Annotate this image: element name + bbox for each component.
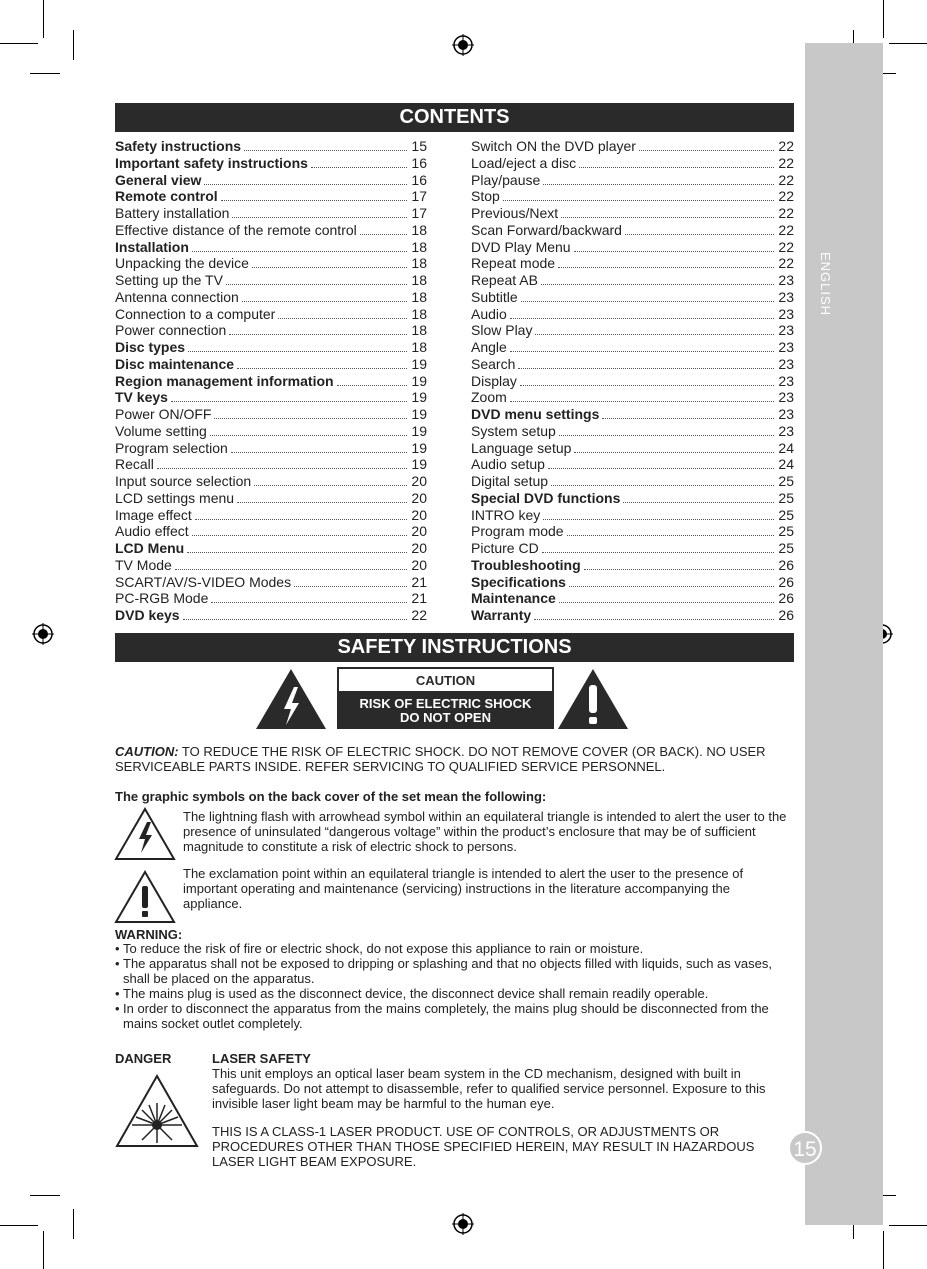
toc-entry-page: 25 <box>778 506 794 523</box>
toc-entry-label: Maintenance <box>471 590 556 607</box>
toc-leader <box>244 139 407 151</box>
toc-entry-label: Switch ON the DVD player <box>471 138 636 154</box>
caution-prefix: CAUTION: <box>115 744 179 759</box>
toc-entry-label: Display <box>471 372 517 389</box>
toc-entry <box>471 456 794 473</box>
toc-entry-page: 20 <box>411 506 427 523</box>
toc-entry-label: Volume setting <box>115 422 207 439</box>
toc-entry-page: 22 <box>778 221 794 238</box>
toc-leader <box>584 558 774 570</box>
toc-leader <box>188 340 407 352</box>
toc-leader <box>559 591 774 603</box>
toc-entry <box>115 423 427 440</box>
toc-entry-label: Digital setup <box>471 473 549 489</box>
toc-entry-page: 18 <box>411 272 427 288</box>
toc-leader <box>541 273 774 285</box>
toc-entry-page: 19 <box>411 439 427 456</box>
toc-entry <box>115 490 427 507</box>
toc-entry-page: 25 <box>778 540 794 556</box>
toc-entry-label: LCD Menu <box>115 540 185 556</box>
toc-entry-page: 19 <box>411 389 427 406</box>
caution-label: CAUTION <box>339 669 552 691</box>
toc-leader <box>171 390 407 402</box>
toc-entry-page: 22 <box>778 205 794 221</box>
toc-entry <box>115 456 427 473</box>
toc-leader <box>195 508 407 520</box>
toc-leader <box>503 189 774 201</box>
toc-entry <box>471 389 794 406</box>
toc-entry <box>115 540 427 557</box>
toc-entry-label: Safety instructions <box>115 138 242 154</box>
toc-entry-label: Input source selection <box>115 473 252 489</box>
warning-heading: WARNING: <box>115 927 183 942</box>
caution-text: TO REDUCE THE RISK OF ELECTRIC SHOCK. DO NOT REMOVE COVER (OR BACK). NO USER SERVICEABLE PARTS INSIDE. REFER SERVICING TO QUALIFIED SERVICE PERSONNEL. <box>115 744 766 774</box>
toc-entry-label: System setup <box>471 422 556 439</box>
toc-entry-page: 19 <box>411 406 427 422</box>
crop-mark <box>43 0 44 38</box>
crop-mark <box>73 30 74 60</box>
toc-entry-label: SCART/AV/S-VIDEO Modes <box>115 573 292 590</box>
toc-entry-label: Effective distance of the remote control <box>115 221 357 238</box>
lightning-text: The lightning flash with arrowhead symbol within an equilateral triangle is intended to alert the user to the presence of uninsulated “dangerous voltage” within the product’s enclosure that may be of sufficient magnitude to constitute a risk of electric shock to persons. <box>183 809 787 854</box>
laser-text: This unit employs an optical laser beam system in the CD mechanism, designed with built in safeguards. Do not attempt to disassemble, refer to qualified service personnel. Exposure to this invisible laser light beam may be harmful to the human eye. <box>212 1066 766 1111</box>
toc-entry-label: Disc types <box>115 339 186 355</box>
toc-entry-label: Previous/Next <box>471 205 559 221</box>
toc-entry <box>115 222 427 239</box>
danger-label: DANGER <box>115 1051 172 1066</box>
toc-leader <box>157 457 407 469</box>
toc-leader <box>543 508 774 520</box>
toc-leader <box>510 390 774 402</box>
toc-leader <box>625 223 774 235</box>
toc-leader <box>183 608 407 620</box>
toc-right-column <box>471 138 794 624</box>
side-tab <box>805 43 883 1225</box>
toc-entry <box>115 205 427 222</box>
toc-entry-page: 21 <box>411 573 427 590</box>
toc-entry <box>471 540 794 557</box>
toc-entry-page: 24 <box>778 456 794 473</box>
laser-heading: LASER SAFETY <box>212 1051 311 1066</box>
toc-entry-page: 23 <box>778 305 794 322</box>
toc-leader <box>311 156 407 168</box>
toc-entry <box>471 188 794 205</box>
toc-entry-label: DVD Play Menu <box>471 238 571 255</box>
toc-entry <box>115 322 427 339</box>
contents-title: CONTENTS <box>115 103 794 132</box>
toc-entry-label: Remote control <box>115 188 218 205</box>
caution-line: DO NOT OPEN <box>399 710 491 725</box>
toc-entry-label: Search <box>471 355 516 372</box>
toc-leader <box>187 541 407 553</box>
toc-entry-page: 21 <box>411 590 427 607</box>
toc-entry <box>471 607 794 624</box>
toc-entry-label: Program selection <box>115 439 228 456</box>
toc-entry-page: 20 <box>411 523 427 540</box>
toc-entry-label: DVD menu settings <box>471 406 600 422</box>
caution-paragraph <box>115 744 785 774</box>
toc-entry <box>471 239 794 256</box>
toc-entry-page: 23 <box>778 389 794 406</box>
toc-entry <box>115 272 427 289</box>
toc-entry-page: 25 <box>778 523 794 540</box>
crop-mark <box>0 43 38 44</box>
toc-leader <box>559 424 774 436</box>
laser-hazard-icon <box>114 1073 200 1149</box>
toc-leader <box>561 206 774 218</box>
toc-leader <box>226 273 407 285</box>
toc-entry <box>471 155 794 172</box>
caution-label-box <box>337 667 554 729</box>
crop-mark <box>73 1209 74 1239</box>
toc-entry <box>471 406 794 423</box>
toc-leader <box>551 474 774 486</box>
toc-entry-page: 18 <box>411 255 427 272</box>
toc-leader <box>231 441 407 453</box>
toc-entry-page: 26 <box>778 573 794 590</box>
toc-entry <box>115 406 427 423</box>
toc-entry-label: Special DVD functions <box>471 489 621 506</box>
toc-entry-page: 23 <box>778 288 794 305</box>
toc-entry <box>471 574 794 591</box>
toc-leader <box>254 474 407 486</box>
warning-list-wrapper <box>115 941 790 1031</box>
toc-entry-page: 22 <box>778 171 794 188</box>
toc-leader <box>278 307 407 319</box>
warning-item: • To reduce the risk of fire or electric shock, do not expose this appliance to rain or moisture. <box>115 941 790 956</box>
toc-leader <box>558 256 774 268</box>
toc-entry <box>115 473 427 490</box>
toc-entry-page: 23 <box>778 322 794 339</box>
toc-leader <box>579 156 774 168</box>
toc-entry <box>115 574 427 591</box>
toc-entry-page: 19 <box>411 456 427 473</box>
toc-leader <box>252 256 407 268</box>
crop-mark <box>889 1225 927 1226</box>
toc-leader <box>518 357 774 369</box>
toc-leader <box>548 457 774 469</box>
toc-entry-label: PC-RGB Mode <box>115 590 209 607</box>
toc-entry-page: 26 <box>778 607 794 623</box>
toc-entry-label: Play/pause <box>471 171 541 188</box>
toc-entry-label: TV keys <box>115 389 168 406</box>
toc-entry-page: 23 <box>778 406 794 422</box>
toc-leader <box>623 491 774 503</box>
toc-entry-page: 18 <box>411 339 427 355</box>
toc-entry-page: 18 <box>411 305 427 322</box>
toc-entry-label: Troubleshooting <box>471 556 581 573</box>
toc-entry-page: 25 <box>778 489 794 506</box>
toc-entry-page: 22 <box>778 188 794 205</box>
toc-entry-label: Installation <box>115 238 189 255</box>
toc-entry <box>471 423 794 440</box>
toc-entry-page: 22 <box>778 154 794 171</box>
exclamation-text: The exclamation point within an equilateral triangle is intended to alert the user to the presence of important operating and maintenance (servicing) instructions in the literature accompanying the appliance. <box>183 866 744 911</box>
toc-leader <box>192 524 407 536</box>
toc-leader <box>192 240 407 252</box>
toc-entry-label: Stop <box>471 188 500 205</box>
toc-entry <box>471 205 794 222</box>
toc-entry-page: 18 <box>411 238 427 255</box>
crop-mark <box>30 1195 60 1196</box>
toc-entry-page: 16 <box>411 171 427 188</box>
toc-leader <box>510 340 774 352</box>
toc-entry-page: 25 <box>778 473 794 489</box>
toc-leader <box>211 591 407 603</box>
toc-entry-label: Scan Forward/backward <box>471 221 622 238</box>
toc-entry <box>471 289 794 306</box>
toc-entry <box>115 389 427 406</box>
toc-entry-label: Antenna connection <box>115 288 239 305</box>
toc-entry <box>471 440 794 457</box>
toc-entry-label: LCD settings menu <box>115 489 235 506</box>
toc-entry <box>471 138 794 155</box>
toc-entry <box>115 306 427 323</box>
toc-entry <box>471 272 794 289</box>
toc-entry <box>115 440 427 457</box>
toc-entry-label: Audio setup <box>471 456 545 473</box>
toc-entry <box>471 339 794 356</box>
toc-entry <box>471 507 794 524</box>
toc-entry-page: 23 <box>778 339 794 355</box>
toc-entry <box>471 523 794 540</box>
toc-entry-page: 19 <box>411 422 427 439</box>
toc-entry <box>115 339 427 356</box>
crop-mark <box>883 1231 884 1269</box>
toc-entry-label: Picture CD <box>471 540 539 556</box>
exclamation-triangle-icon <box>114 870 176 924</box>
toc-entry <box>115 255 427 272</box>
toc-entry-page: 23 <box>778 272 794 288</box>
toc-leader <box>221 189 407 201</box>
toc-entry-page: 22 <box>778 138 794 154</box>
toc-entry-label: Zoom <box>471 389 507 406</box>
toc-entry-label: Audio effect <box>115 523 189 540</box>
toc-entry-page: 19 <box>411 355 427 372</box>
toc-entry <box>115 373 427 390</box>
toc-entry <box>471 222 794 239</box>
toc-entry-page: 17 <box>411 188 427 205</box>
toc-entry-page: 20 <box>411 556 427 573</box>
warning-item: • The mains plug is used as the disconnect device, the disconnect device shall remain readily operable. <box>115 986 790 1001</box>
toc-entry <box>115 557 427 574</box>
crop-mark <box>889 43 927 44</box>
toc-entry-page: 26 <box>778 590 794 607</box>
crop-mark <box>30 73 60 74</box>
toc-leader <box>175 558 407 570</box>
toc-entry <box>471 322 794 339</box>
toc-entry-label: Language setup <box>471 439 572 456</box>
toc-entry-label: Subtitle <box>471 288 518 305</box>
toc-leader <box>602 407 774 419</box>
toc-entry-label: INTRO key <box>471 506 541 523</box>
language-label: ENGLISH <box>818 252 833 317</box>
toc-entry-label: Setting up the TV <box>115 272 223 288</box>
toc-leader <box>232 206 407 218</box>
toc-entry-page: 26 <box>778 556 794 573</box>
warning-list <box>115 941 790 1031</box>
toc-entry-page: 20 <box>411 489 427 506</box>
toc-entry <box>115 188 427 205</box>
toc-leader <box>535 323 774 335</box>
toc-entry-page: 19 <box>411 372 427 389</box>
toc-entry <box>471 306 794 323</box>
toc-entry <box>471 255 794 272</box>
toc-leader <box>569 575 774 587</box>
toc-entry-label: Disc maintenance <box>115 355 235 372</box>
toc-entry <box>115 289 427 306</box>
toc-entry-label: Repeat AB <box>471 272 538 288</box>
toc-entry <box>115 356 427 373</box>
toc-leader <box>542 541 774 553</box>
crop-mark <box>43 1231 44 1269</box>
toc-leader <box>229 323 407 335</box>
crop-mark <box>0 1225 38 1226</box>
toc-leader <box>543 173 774 185</box>
toc-entry <box>115 590 427 607</box>
toc-entry <box>115 155 427 172</box>
lightning-triangle-icon <box>114 807 176 861</box>
toc-entry-label: Recall <box>115 456 154 473</box>
toc-entry-label: Image effect <box>115 506 192 523</box>
symbols-heading: The graphic symbols on the back cover of the set mean the following: <box>115 789 547 804</box>
toc-entry <box>471 473 794 490</box>
toc-entry-label: Slow Play <box>471 322 533 339</box>
toc-entry <box>115 138 427 155</box>
toc-entry-page: 20 <box>411 473 427 489</box>
toc-leader <box>214 407 407 419</box>
toc-leader <box>574 441 774 453</box>
toc-entry-label: Audio <box>471 305 507 322</box>
toc-entry-label: Power connection <box>115 322 227 339</box>
toc-leader <box>521 290 774 302</box>
toc-entry-label: Important safety instructions <box>115 154 308 171</box>
toc-entry-label: Battery installation <box>115 205 230 221</box>
toc-leader <box>639 139 774 151</box>
toc-leader <box>567 524 774 536</box>
toc-entry-page: 20 <box>411 540 427 556</box>
toc-entry-label: Specifications <box>471 573 566 590</box>
caution-line: RISK OF ELECTRIC SHOCK <box>359 696 532 711</box>
toc-entry-page: 24 <box>778 439 794 456</box>
toc-entry-page: 18 <box>411 322 427 339</box>
registration-mark-icon <box>452 34 474 56</box>
toc-entry <box>471 590 794 607</box>
toc-entry-label: Connection to a computer <box>115 305 276 322</box>
toc-leader <box>237 491 407 503</box>
toc-entry <box>471 490 794 507</box>
toc-entry-page: 15 <box>411 138 427 154</box>
toc-entry-label: General view <box>115 171 202 188</box>
toc-entry-page: 23 <box>778 422 794 439</box>
toc-entry-label: TV Mode <box>115 556 172 573</box>
toc-left-column <box>115 138 427 624</box>
toc-leader <box>242 290 407 302</box>
toc-entry-page: 22 <box>411 607 427 623</box>
toc-entry-page: 18 <box>411 288 427 305</box>
warning-item: • The apparatus shall not be exposed to dripping or splashing and that no objects filled with liquids, such as vases, shall be placed on the apparatus. <box>115 956 790 986</box>
toc-entry <box>115 172 427 189</box>
exclamation-warning-icon <box>556 667 630 731</box>
toc-entry-label: Unpacking the device <box>115 255 249 272</box>
toc-entry-page: 23 <box>778 355 794 372</box>
toc-leader <box>534 608 774 620</box>
registration-mark-icon <box>32 623 54 645</box>
toc-entry-page: 22 <box>778 238 794 255</box>
toc-entry-page: 18 <box>411 221 427 238</box>
toc-leader <box>210 424 407 436</box>
toc-leader <box>510 307 774 319</box>
toc-entry <box>115 239 427 256</box>
toc-entry-page: 23 <box>778 372 794 389</box>
warning-item: • In order to disconnect the apparatus from the mains completely, the mains plug should be disconnected from the mains socket outlet completely. <box>115 1001 790 1031</box>
page-number: 15 <box>788 1131 822 1165</box>
toc-entry-label: Program mode <box>471 523 564 540</box>
toc-entry <box>115 507 427 524</box>
toc-entry-label: DVD keys <box>115 607 180 623</box>
toc-entry-page: 22 <box>778 255 794 272</box>
toc-leader <box>204 173 407 185</box>
toc-leader <box>520 374 774 386</box>
toc-entry <box>471 557 794 574</box>
toc-entry-page: 17 <box>411 205 427 221</box>
toc-entry-label: Warranty <box>471 607 532 623</box>
registration-mark-icon <box>452 1213 474 1235</box>
toc-entry-label: Region management information <box>115 372 334 389</box>
toc-entry <box>471 356 794 373</box>
toc-entry-label: Load/eject a disc <box>471 154 577 171</box>
toc-entry <box>471 373 794 390</box>
toc-entry-label: Power ON/OFF <box>115 406 212 422</box>
toc-entry <box>115 523 427 540</box>
toc-leader <box>294 575 407 587</box>
crop-mark <box>883 0 884 38</box>
toc-entry <box>115 607 427 624</box>
toc-leader <box>237 357 407 369</box>
toc-leader <box>574 240 774 252</box>
toc-entry-page: 16 <box>411 154 427 171</box>
safety-title: SAFETY INSTRUCTIONS <box>115 633 794 662</box>
toc-entry-label: Repeat mode <box>471 255 556 272</box>
toc-entry-label: Angle <box>471 339 507 355</box>
class1-text: THIS IS A CLASS-1 LASER PRODUCT. USE OF CONTROLS, OR ADJUSTMENTS OR PROCEDURES OTHER THAN THOSE SPECIFIED HEREIN, MAY RESULT IN HAZARDOUS LASER LIGHT BEAM EXPOSURE. <box>212 1124 755 1169</box>
toc-entry <box>471 172 794 189</box>
toc-leader <box>337 374 407 386</box>
toc-leader <box>360 223 407 235</box>
lightning-warning-icon <box>254 667 328 731</box>
